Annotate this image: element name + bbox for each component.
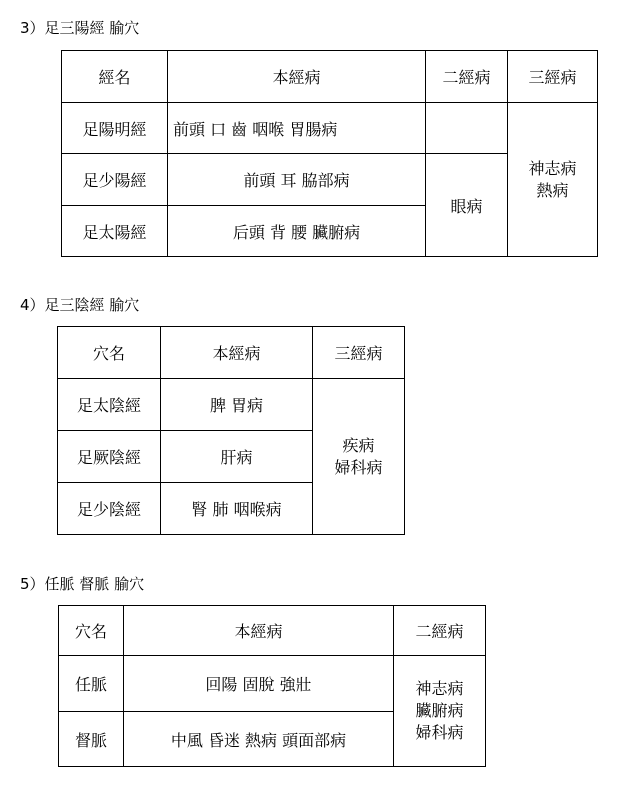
header-cell: 本經病 xyxy=(161,327,313,379)
third-disease-line: 婦科病 xyxy=(334,457,383,477)
table-header-row xyxy=(59,606,486,656)
main-disease-cell: 回陽 固脫 強壯 xyxy=(124,656,394,712)
section-5-table xyxy=(58,605,486,767)
main-disease-cell: 中風 昏迷 熱病 頭面部病 xyxy=(124,712,394,767)
header-cell: 穴名 xyxy=(58,327,161,379)
header-cell: 經名 xyxy=(62,51,168,103)
meridian-name-cell: 足陽明經 xyxy=(62,103,168,154)
header-cell: 本經病 xyxy=(168,51,426,103)
third-disease-line: 疾病 xyxy=(342,435,375,455)
second-disease-cell xyxy=(394,656,486,767)
section-5-title: 5）任脈 督脈 腧穴 xyxy=(20,575,145,593)
section-4-title: 4）足三陰經 腧穴 xyxy=(20,296,140,314)
second-disease-cell: 眼病 xyxy=(426,154,508,257)
header-cell: 本經病 xyxy=(124,606,394,656)
main-disease-cell: 前頭 耳 脇部病 xyxy=(168,154,426,206)
main-disease-cell: 脾 胃病 xyxy=(161,379,313,431)
table-row xyxy=(59,656,486,712)
table-row xyxy=(58,379,405,431)
third-disease-line: 熱病 xyxy=(536,180,569,200)
header-cell: 穴名 xyxy=(59,606,124,656)
main-disease-cell: 前頭 口 齒 咽喉 胃腸病 xyxy=(168,103,426,154)
meridian-name-cell: 足少陽經 xyxy=(62,154,168,206)
main-disease-cell: 肝病 xyxy=(161,431,313,483)
second-disease-cell-empty xyxy=(426,103,508,154)
meridian-name-cell: 足厥陰經 xyxy=(58,431,161,483)
meridian-name-cell: 足太陽經 xyxy=(62,206,168,257)
third-disease-cell xyxy=(508,103,598,257)
second-disease-line: 臟腑病 xyxy=(415,701,464,720)
section-4-table xyxy=(57,326,405,535)
table-header-row xyxy=(58,327,405,379)
meridian-name-cell: 足太陰經 xyxy=(58,379,161,431)
meridian-name-cell: 足少陰經 xyxy=(58,483,161,535)
main-disease-cell: 腎 肺 咽喉病 xyxy=(161,483,313,535)
meridian-name-cell: 督脈 xyxy=(59,712,124,767)
header-cell: 二經病 xyxy=(394,606,486,656)
table-header-row xyxy=(62,51,598,103)
third-disease-line: 神志病 xyxy=(528,158,577,178)
section-3-table xyxy=(61,50,598,257)
meridian-name-cell: 任脈 xyxy=(59,656,124,712)
second-disease-line: 婦科病 xyxy=(415,723,464,742)
header-cell: 三經病 xyxy=(313,327,405,379)
table-row xyxy=(62,103,598,154)
second-disease-line: 神志病 xyxy=(415,679,464,698)
section-3-title: 3）足三陽經 腧穴 xyxy=(20,19,140,37)
third-disease-cell xyxy=(313,379,405,535)
header-cell: 二經病 xyxy=(426,51,508,103)
header-cell: 三經病 xyxy=(508,51,598,103)
main-disease-cell: 后頭 背 腰 臟腑病 xyxy=(168,206,426,257)
